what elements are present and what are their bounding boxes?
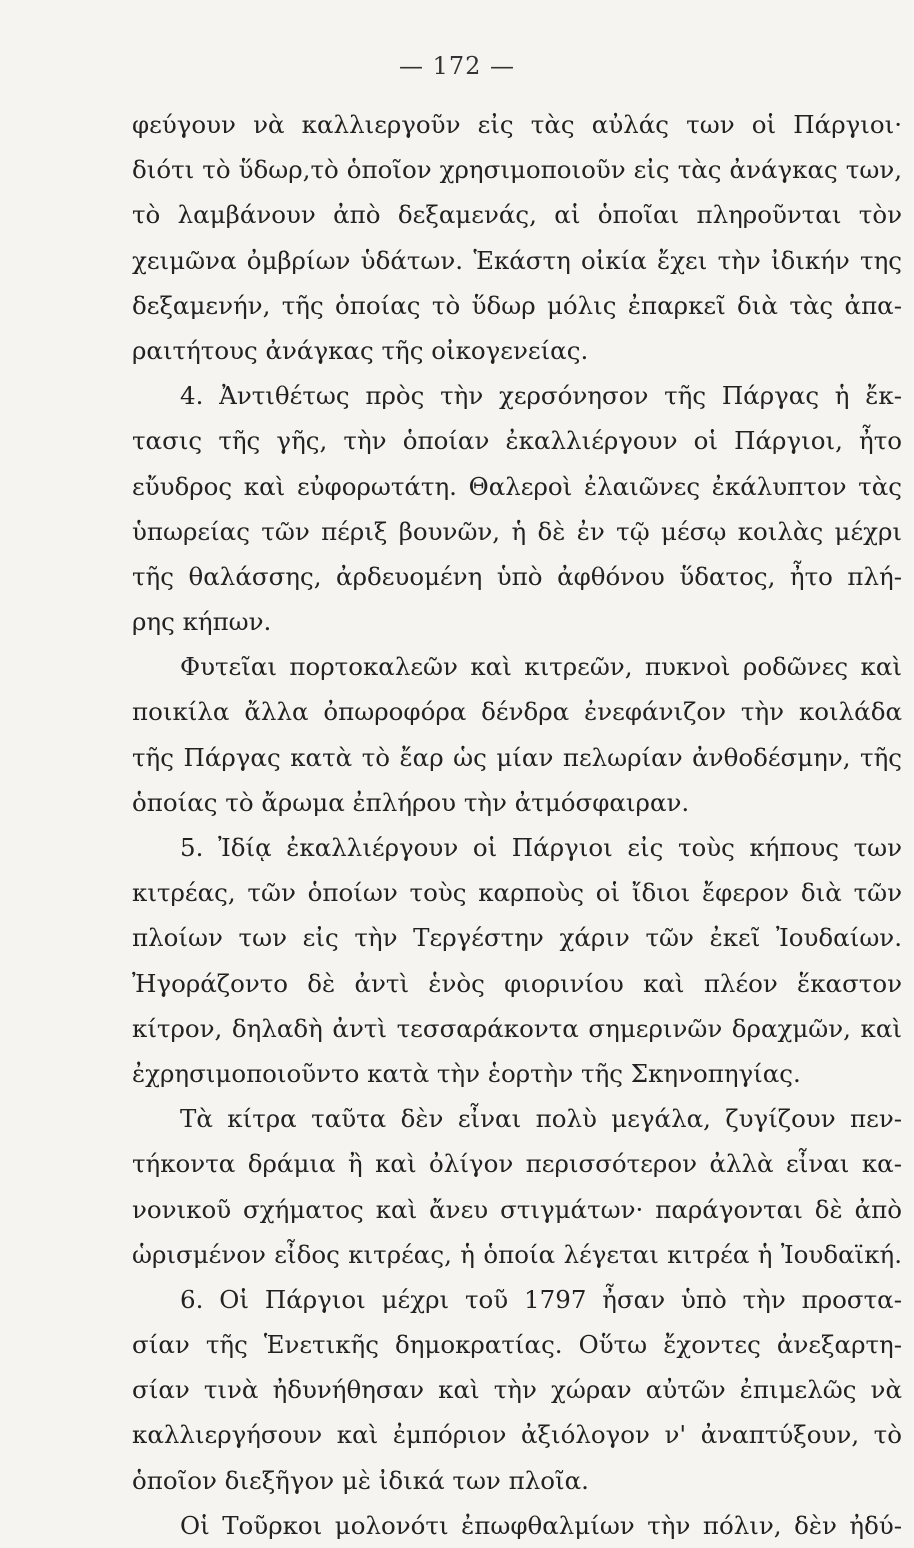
text-line: Ἠγοράζοντο δὲ ἀντὶ ἑνὸς φιορινίου καὶ πλέον ἕκαστον (132, 968, 902, 998)
text-line: τὸ λαμβάνουν ἀπὸ δεξαμενάς, αἱ ὁποῖαι πληροῦνται τὸν (132, 200, 902, 230)
text-line: ποικίλα ἄλλα ὀπωροφόρα δένδρα ἐνεφάνιζον τὴν κοιλάδα (132, 697, 902, 727)
text-line: 6. Οἱ Πάργιοι μέχρι τοῦ 1797 ἦσαν ὑπὸ τὴν προστα- (180, 1284, 902, 1314)
text-line: τασις τῆς γῆς, τὴν ὁποίαν ἐκαλλιέργουν οἱ Πάργιοι, ἦτο (132, 426, 902, 456)
text-line: σίαν τῆς Ἑνετικῆς δημοκρατίας. Οὕτω ἔχοντες ἀνεξαρτη- (132, 1330, 902, 1360)
text-line: νονικοῦ σχήματος καὶ ἄνευ στιγμάτων· παράγονται δὲ ἀπὸ (132, 1194, 902, 1224)
text-line: ἐχρησιμοποιοῦντο κατὰ τὴν ἑορτὴν τῆς Σκηνοπηγίας. (132, 1058, 801, 1088)
text-line: ρης κήπων. (132, 607, 272, 637)
text-line: ὁποίας τὸ ἄρωμα ἐπλήρου τὴν ἀτμόσφαιραν. (132, 787, 690, 817)
text-line: δεξαμενήν, τῆς ὁποίας τὸ ὕδωρ μόλις ἐπαρκεῖ διὰ τὰς ἀπα- (132, 290, 902, 320)
text-line: τῆς Πάργας κατὰ τὸ ἔαρ ὡς μίαν πελωρίαν ἀνθοδέσμην, τῆς (132, 742, 902, 772)
text-line: διότι τὸ ὕδωρ,τὸ ὁποῖον χρησιμοποιοῦν εἰς τὰς ἀνάγκας των, (132, 155, 902, 185)
text-line: κίτρον, δηλαδὴ ἀντὶ τεσσαράκοντα σημερινῶν δραχμῶν, καὶ (132, 1013, 902, 1043)
text-line: εὔυδρος καὶ εὐφορωτάτη. Θαλεροὶ ἐλαιῶνες ἐκάλυπτον τὰς (132, 471, 902, 501)
text-line: ὁποῖον διεξῆγον μὲ ἰδικά των πλοῖα. (132, 1465, 589, 1495)
text-line: 5. Ἰδίᾳ ἐκαλλιέργουν οἱ Πάργιοι εἰς τοὺς κήπους των (180, 833, 902, 862)
text-line: καλλιεργήσουν καὶ ἐμπόριον ἀξιόλογον ν' ἀναπτύξουν, τὸ (132, 1420, 902, 1450)
text-line: σίαν τινὰ ἠδυνήθησαν καὶ τὴν χώραν αὐτῶν ἐπιμελῶς νὰ (132, 1375, 902, 1405)
text-line: ραιτήτους ἀνάγκας τῆς οἰκογενείας. (132, 335, 589, 365)
text-line: κιτρέας, τῶν ὁποίων τοὺς καρποὺς οἱ ἴδιοι ἔφερον διὰ τῶν (132, 878, 902, 908)
text-line: χειμῶνα ὀμβρίων ὑδάτων. Ἑκάστη οἰκία ἔχει τὴν ἰδικήν της (132, 245, 902, 275)
text-line: ὡρισμένον εἶδος κιτρέας, ἡ ὁποία λέγεται κιτρέα ἡ Ἰουδαϊκή. (132, 1239, 902, 1269)
text-line: τήκοντα δράμια ἢ καὶ ὀλίγον περισσότερον ἀλλὰ εἶναι κα- (132, 1149, 902, 1179)
text-line: Φυτεῖαι πορτοκαλεῶν καὶ κιτρεῶν, πυκνοὶ ροδῶνες καὶ (180, 652, 902, 682)
text-line: Τὰ κίτρα ταῦτα δὲν εἶναι πολὺ μεγάλα, ζυγίζουν πεν- (180, 1104, 902, 1134)
text-line: ὑπωρείας τῶν πέριξ βουνῶν, ἡ δὲ ἐν τῷ μέσῳ κοιλὰς μέχρι (132, 516, 902, 546)
text-line: πλοίων των εἰς τὴν Τεργέστην χάριν τῶν ἐκεῖ Ἰουδαίων. (132, 923, 902, 953)
page-number: — 172 — (398, 52, 516, 80)
text-line: Οἱ Τοῦρκοι μολονότι ἐπωφθαλμίων τὴν πόλιν, δὲν ἠδύ- (180, 1510, 902, 1540)
body-text (132, 102, 902, 1548)
text-line: φεύγουν νὰ καλλιεργοῦν εἰς τὰς αὐλάς των οἱ Πάργιοι· (132, 110, 902, 139)
text-line: 4. Ἀντιθέτως πρὸς τὴν χερσόνησον τῆς Πάργας ἡ ἔκ- (180, 381, 902, 411)
text-line: τῆς θαλάσσης, ἀρδευομένη ὑπὸ ἀφθόνου ὕδατος, ἦτο πλή- (132, 561, 902, 591)
